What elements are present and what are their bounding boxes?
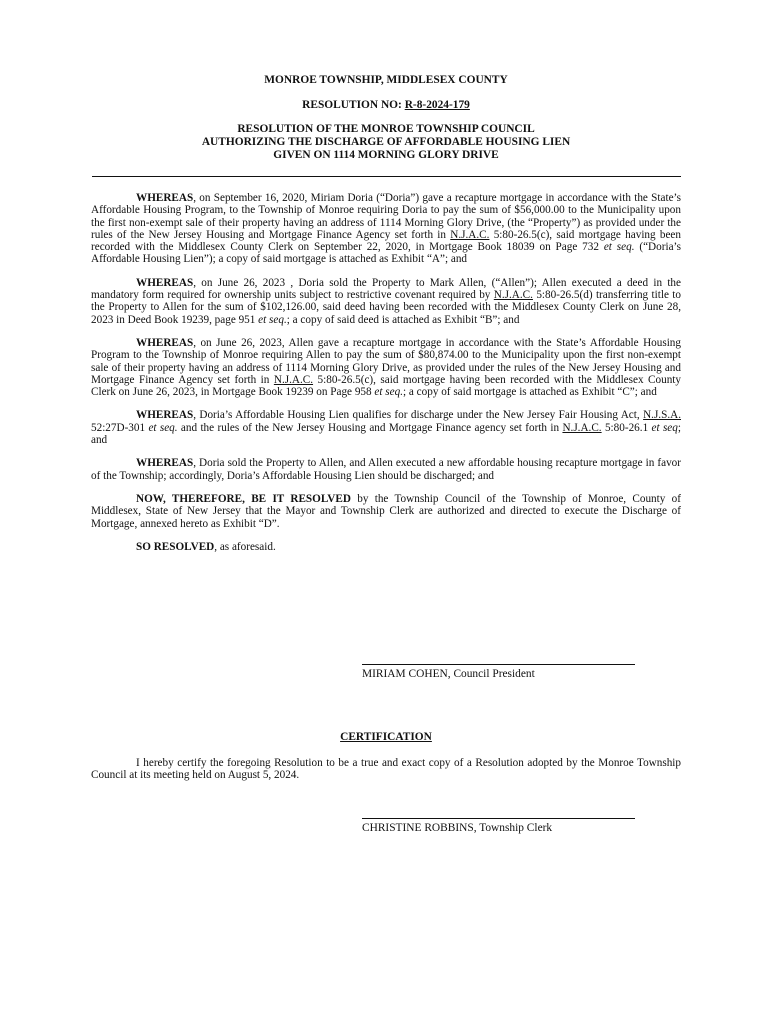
certification-title: CERTIFICATION bbox=[340, 731, 432, 743]
paragraph-text: (“Doria’s Affordable Housing Lien”); a copy of said mortgage is attached as Exhibit “A”; and bbox=[91, 241, 681, 266]
whereas-lead: WHEREAS bbox=[136, 409, 194, 422]
citation: N.J.A.C. bbox=[273, 373, 314, 386]
et-seq: et seq. bbox=[374, 386, 403, 399]
et-seq: et seq bbox=[651, 421, 678, 434]
paragraph-text: 5:80-26.5(c), said mortgage having been recorded with the Middlesex County Clerk on June 26, 2023, in Mortgage Book 19239 on Page 958 bbox=[91, 373, 681, 399]
so-resolved-paragraph bbox=[91, 541, 681, 553]
citation: N.J.A.C. bbox=[450, 228, 490, 241]
whereas-paragraph-3 bbox=[91, 337, 681, 398]
resolution-title-line-2: AUTHORIZING THE DISCHARGE OF AFFORDABLE HOUSING LIEN bbox=[201, 136, 571, 148]
paragraph-text: and the rules of the New Jersey Housing and Mortgage Finance agency set forth in bbox=[177, 421, 563, 434]
paragraph-text: ; and bbox=[91, 421, 681, 447]
resolved-lead: NOW, THEREFORE, BE IT RESOLVED bbox=[136, 492, 351, 505]
et-seq: et seq. bbox=[148, 421, 178, 434]
paragraph-text: 5:80-26.5(c), said mortgage having been recorded with the Middlesex County Clerk on September 22, 2020, in Mortgage Book 18039 on Page 732 bbox=[91, 228, 681, 254]
township-clerk-signature bbox=[362, 818, 635, 834]
document-page bbox=[91, 70, 681, 553]
whereas-paragraph-4 bbox=[91, 409, 681, 446]
header-divider bbox=[92, 176, 681, 177]
paragraph-text: , Doria’s Affordable Housing Lien qualifies for discharge under the New Jersey Fair Housing Act, bbox=[193, 409, 644, 422]
paragraph-text: 52:27D-301 bbox=[91, 421, 149, 434]
resolution-title-line-3: GIVEN ON 1114 MORNING GLORY DRIVE bbox=[273, 149, 499, 161]
whereas-paragraph-2 bbox=[91, 277, 681, 326]
paragraph-text: by the Township Council of the Township of Monroe, County of Middlesex, State of New Jersey that the Mayor and Township Clerk are authorized and directed to execute the Discharge of Mortgage, annexed hereto as Exhibit “D”. bbox=[91, 492, 681, 530]
signature-line bbox=[362, 664, 635, 665]
paragraph-text: ; a copy of said mortgage is attached as Exhibit “C”; and bbox=[403, 386, 657, 399]
so-resolved-lead: SO RESOLVED bbox=[136, 540, 215, 553]
resolution-number: R-8-2024-179 bbox=[404, 99, 470, 111]
paragraph-text: ; a copy of said deed is attached as Exhibit “B”; and bbox=[286, 313, 520, 326]
council-president-signature bbox=[362, 664, 635, 680]
resolution-label: RESOLUTION NO: bbox=[302, 99, 405, 111]
signature-line bbox=[362, 818, 635, 819]
whereas-lead: WHEREAS bbox=[136, 336, 194, 349]
county-heading: MONROE TOWNSHIP, MIDDLESEX COUNTY bbox=[264, 74, 508, 86]
whereas-lead: WHEREAS bbox=[136, 276, 194, 289]
township-clerk-name: CHRISTINE ROBBINS, Township Clerk bbox=[362, 822, 553, 834]
resolution-number-line bbox=[91, 99, 681, 112]
et-seq: et seq. bbox=[258, 313, 287, 326]
paragraph-text: , on June 26, 2023, Allen gave a recapture mortgage in accordance with the State’s Affordable Housing Program to the Township of Monroe requiring Allen to pay the sum of $80,874.00 to the Municipality upon the first non-exempt sale of their property having an address of 1114 Morning Glory Drive, as provided under the rules of the New Jersey Housing and Mortgage Finance Agency set forth in bbox=[91, 336, 681, 386]
whereas-paragraph-5 bbox=[91, 457, 681, 482]
citation: N.J.A.C. bbox=[562, 421, 602, 434]
resolution-title-line-1: RESOLUTION OF THE MONROE TOWNSHIP COUNCIL bbox=[237, 123, 535, 135]
citation: N.J.S.A. bbox=[643, 409, 681, 422]
paragraph-text: , as aforesaid. bbox=[214, 540, 276, 553]
council-president-name: MIRIAM COHEN, Council President bbox=[362, 668, 535, 680]
et-seq: et seq. bbox=[603, 241, 635, 254]
paragraph-text: , Doria sold the Property to Allen, and Allen executed a new affordable housing recapture mortgage in favor of the Township; accordingly, Doria’s Affordable Housing Lien should be discharged; and bbox=[91, 457, 681, 482]
citation: N.J.A.C. bbox=[493, 289, 533, 302]
whereas-lead: WHEREAS bbox=[136, 192, 194, 204]
certification-text: I hereby certify the foregoing Resolution to be a true and exact copy of a Resolution adopted by the Monroe Township Council at its meeting held on August 5, 2024. bbox=[91, 757, 681, 782]
paragraph-text: , on June 26, 2023 , Doria sold the Property to Mark Allen, (“Allen”); Allen executed a deed in the mandatory form required for ownership units subject to restrictive covenant required by bbox=[91, 276, 681, 302]
whereas-paragraph-1 bbox=[91, 192, 681, 266]
resolved-paragraph bbox=[91, 493, 681, 530]
paragraph-text: 5:80-26.1 bbox=[601, 421, 652, 434]
paragraph-text: 5:80-26.5(d) transferring title to the Property to Allen for the sum of $102,126.00, said deed having been recorded with the Middlesex County Clerk on June 28, 2023 in Deed Book 19239, page 951 bbox=[91, 289, 681, 326]
paragraph-text: , on September 16, 2020, Miriam Doria (“Doria”) gave a recapture mortgage in accordance with the State’s Affordable Housing Program, to the Township of Monroe requiring Doria to pay the sum of $56,000.00 to the Municipality upon the first non-exempt sale of their property having an address of 1114 Morning Glory Drive, (the “Property”) as provided under the rules of the New Jersey Housing and Mortgage Finance Agency set forth in bbox=[91, 192, 681, 241]
whereas-lead: WHEREAS bbox=[136, 457, 194, 470]
